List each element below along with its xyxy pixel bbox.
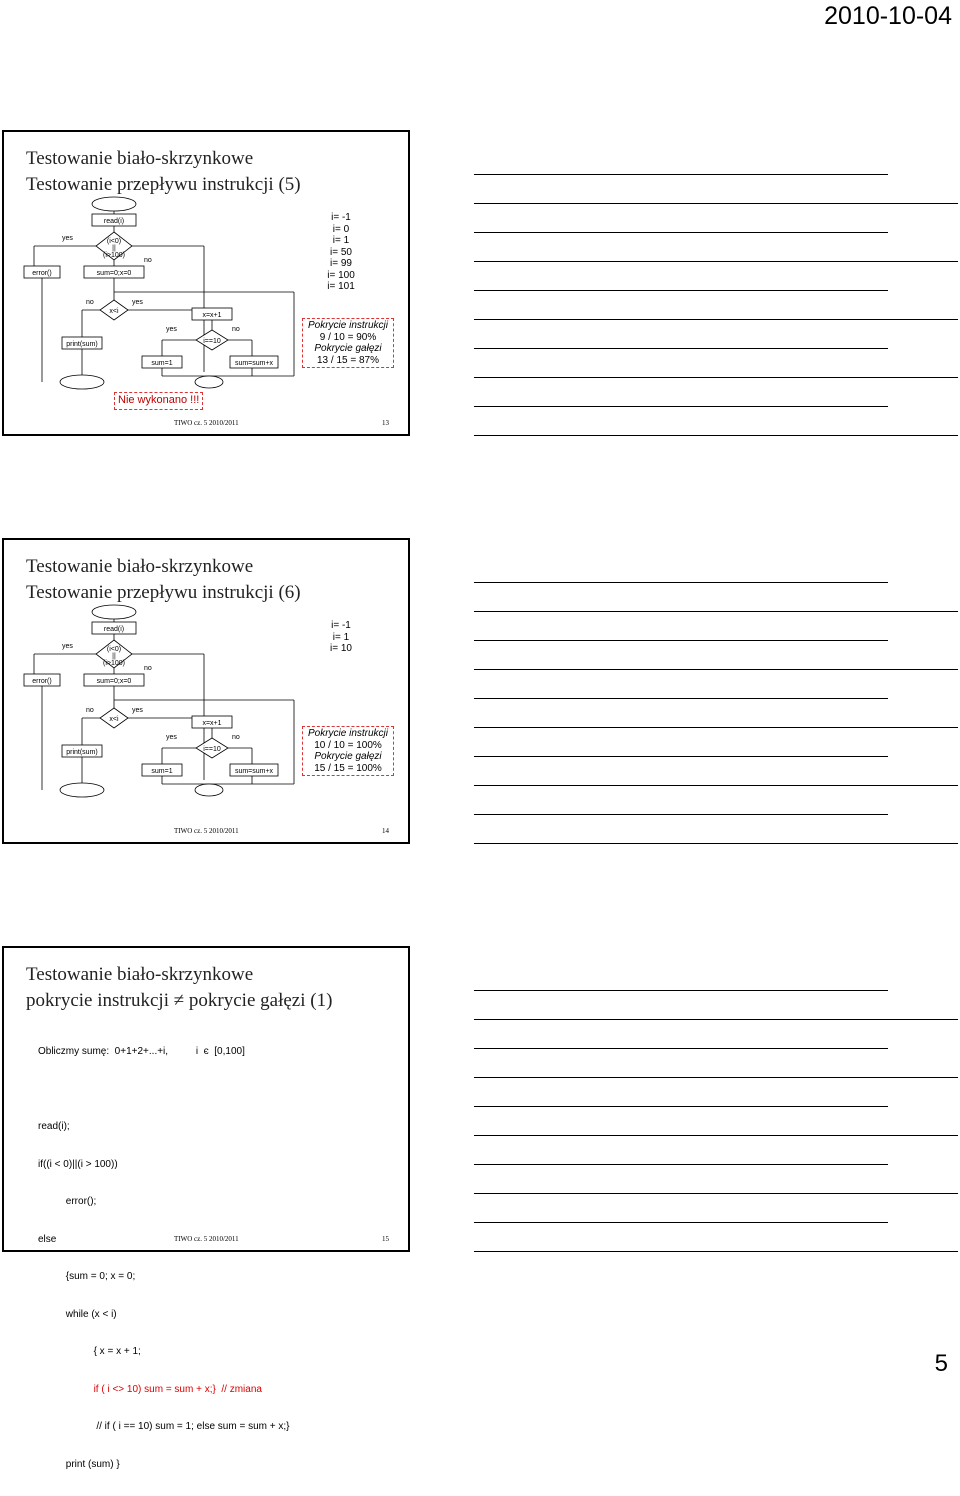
case: i= 99 [330, 258, 352, 269]
test-cases [316, 212, 366, 293]
case: i= -1 [331, 212, 351, 223]
note-line [474, 1222, 888, 1223]
slide-title-line2: Testowanie przepływu instrukcji (6) [26, 582, 301, 603]
sum1-label: sum=1 [151, 768, 173, 775]
read-label: read(i) [103, 218, 125, 225]
sumx-label: sum=sum+x [234, 768, 274, 775]
note-line [474, 640, 888, 641]
end-terminal-2 [195, 376, 223, 388]
note-line [474, 990, 888, 991]
case: i= 101 [327, 281, 355, 292]
slide-number: 15 [382, 1235, 389, 1243]
note-line [474, 756, 888, 757]
slide-title [26, 962, 332, 1014]
footer-text: TIWO cz. 5 2010/2011 [174, 1235, 239, 1243]
case: i= 1 [332, 631, 350, 643]
note-line [474, 1135, 958, 1136]
code-line: read(i); [38, 1121, 70, 1132]
code-line-changed: if ( i <> 10) sum = sum + x;} // zmiana [38, 1383, 262, 1395]
cond-label-c: (i>100) [103, 660, 125, 667]
sum1-label: sum=1 [151, 360, 173, 367]
note-line [474, 843, 958, 844]
footer-text: TIWO cz. 5 2010/2011 [174, 419, 239, 427]
note-line [474, 348, 888, 349]
slide-14 [2, 538, 410, 844]
notes-lines-13 [474, 130, 958, 436]
edge-yes3: yes [166, 734, 177, 741]
case: i= 10 [330, 643, 352, 654]
note-line [474, 319, 958, 320]
slide-title-line1: Testowanie biało-skrzynkowe [26, 148, 254, 169]
end-terminal-2 [195, 784, 223, 796]
notes-lines-15 [474, 946, 958, 1252]
edge-yes2: yes [132, 299, 143, 306]
coverage-box [302, 726, 394, 776]
code-line: if((i < 0)||(i > 100)) [38, 1158, 118, 1170]
error-label: error() [32, 270, 52, 277]
inc-label: x=x+1 [202, 312, 222, 319]
edge-yes1: yes [62, 235, 73, 242]
note-line [474, 290, 888, 291]
cond-label-a: (i<0) [106, 238, 122, 245]
note-line [474, 1164, 888, 1165]
inc-label: x=x+1 [202, 720, 222, 727]
note-line [474, 406, 888, 407]
note-line [474, 203, 958, 204]
slide-title-line2: Testowanie przepływu instrukcji (5) [26, 174, 301, 195]
edge-no2: no [86, 707, 94, 714]
case: i= 100 [327, 269, 355, 281]
coverage-line: 9 / 10 = 90% [319, 331, 377, 343]
edge-yes2: yes [132, 707, 143, 714]
note-line [474, 1251, 958, 1252]
edge-no2: no [86, 299, 94, 306]
test-cases [316, 620, 366, 655]
page-number: 5 [934, 1350, 948, 1377]
coverage-line: Pokrycie gałęzi [314, 343, 382, 354]
slide-number: 13 [382, 419, 389, 427]
print-label: print(sum) [66, 749, 98, 756]
edge-yes1: yes [62, 643, 73, 650]
slide-title-line1: Testowanie biało-skrzynkowe [26, 964, 254, 985]
edge-yes3: yes [166, 326, 177, 333]
code-line: while (x < i) [38, 1308, 117, 1320]
note-line [474, 261, 958, 262]
cond-label-b: || [112, 245, 116, 252]
note-line [474, 785, 958, 786]
cond-label-c: (i>100) [103, 252, 125, 259]
end-terminal-1 [60, 375, 104, 389]
header-date: 2010-10-04 [824, 2, 952, 30]
code-line: { x = x + 1; [38, 1346, 141, 1357]
coverage-line: Pokrycie instrukcji [307, 728, 389, 739]
note-line [474, 1019, 958, 1020]
cond-label-a: (i<0) [106, 646, 122, 653]
start-terminal [92, 605, 136, 619]
flowchart [4, 540, 412, 846]
note-line [474, 174, 888, 175]
error-label: error() [32, 678, 52, 685]
slide-13 [2, 130, 410, 436]
read-label: read(i) [103, 626, 125, 633]
edge-no1: no [144, 257, 152, 264]
note-line [474, 814, 888, 815]
slide-title-line2: pokrycie instrukcji ≠ pokrycie gałęzi (1) [26, 990, 333, 1011]
footer-text: TIWO cz. 5 2010/2011 [174, 827, 239, 835]
slide-number: 14 [382, 827, 389, 835]
notes-lines-14 [474, 538, 958, 844]
ieq-label: i==10 [203, 746, 221, 753]
xlt-label: x<i [109, 716, 119, 723]
ieq-label: i==10 [203, 338, 221, 345]
coverage-line: 15 / 15 = 100% [314, 762, 382, 774]
note-line [474, 727, 958, 728]
note-line [474, 1193, 958, 1194]
coverage-line: 13 / 15 = 87% [317, 354, 379, 366]
case: i= 1 [332, 235, 350, 246]
warning-label: Nie wykonano !!! [114, 392, 203, 410]
sumx-label: sum=sum+x [234, 360, 274, 367]
intro-text: Obliczmy sumę: 0+1+2+...+i, i є [0,100] [38, 1046, 245, 1057]
xlt-label: x<i [109, 308, 119, 315]
coverage-line: Pokrycie gałęzi [314, 751, 382, 762]
case: i= 50 [330, 246, 352, 258]
code-line: {sum = 0; x = 0; [38, 1271, 136, 1282]
note-line [474, 1048, 888, 1049]
slide-title-line1: Testowanie biało-skrzynkowe [26, 556, 254, 577]
code-line: error(); [38, 1196, 97, 1207]
note-line [474, 377, 958, 378]
code-line: print (sum) } [38, 1458, 120, 1470]
edge-no3: no [232, 734, 240, 741]
slide-15 [2, 946, 410, 1470]
case: i= -1 [331, 620, 351, 631]
coverage-line: 10 / 10 = 100% [314, 739, 382, 751]
init-label: sum=0;x=0 [96, 270, 132, 277]
note-line [474, 669, 958, 670]
end-terminal-1 [60, 783, 104, 797]
note-line [474, 232, 888, 233]
edge-no1: no [144, 665, 152, 672]
code-line: else [38, 1233, 57, 1245]
print-label: print(sum) [66, 341, 98, 348]
start-terminal [92, 197, 136, 211]
code-block [38, 1096, 289, 1496]
note-line [474, 1106, 888, 1107]
cond-label-b: || [112, 653, 116, 660]
note-line [474, 611, 958, 612]
coverage-line: Pokrycie instrukcji [307, 320, 389, 331]
note-line [474, 698, 888, 699]
init-label: sum=0;x=0 [96, 678, 132, 685]
edge-no3: no [232, 326, 240, 333]
case: i= 0 [332, 223, 350, 235]
note-line [474, 582, 888, 583]
note-line [474, 435, 958, 436]
coverage-box [302, 318, 394, 368]
note-line [474, 1077, 958, 1078]
code-line: // if ( i == 10) sum = 1; else sum = sum + x;} [38, 1421, 290, 1432]
